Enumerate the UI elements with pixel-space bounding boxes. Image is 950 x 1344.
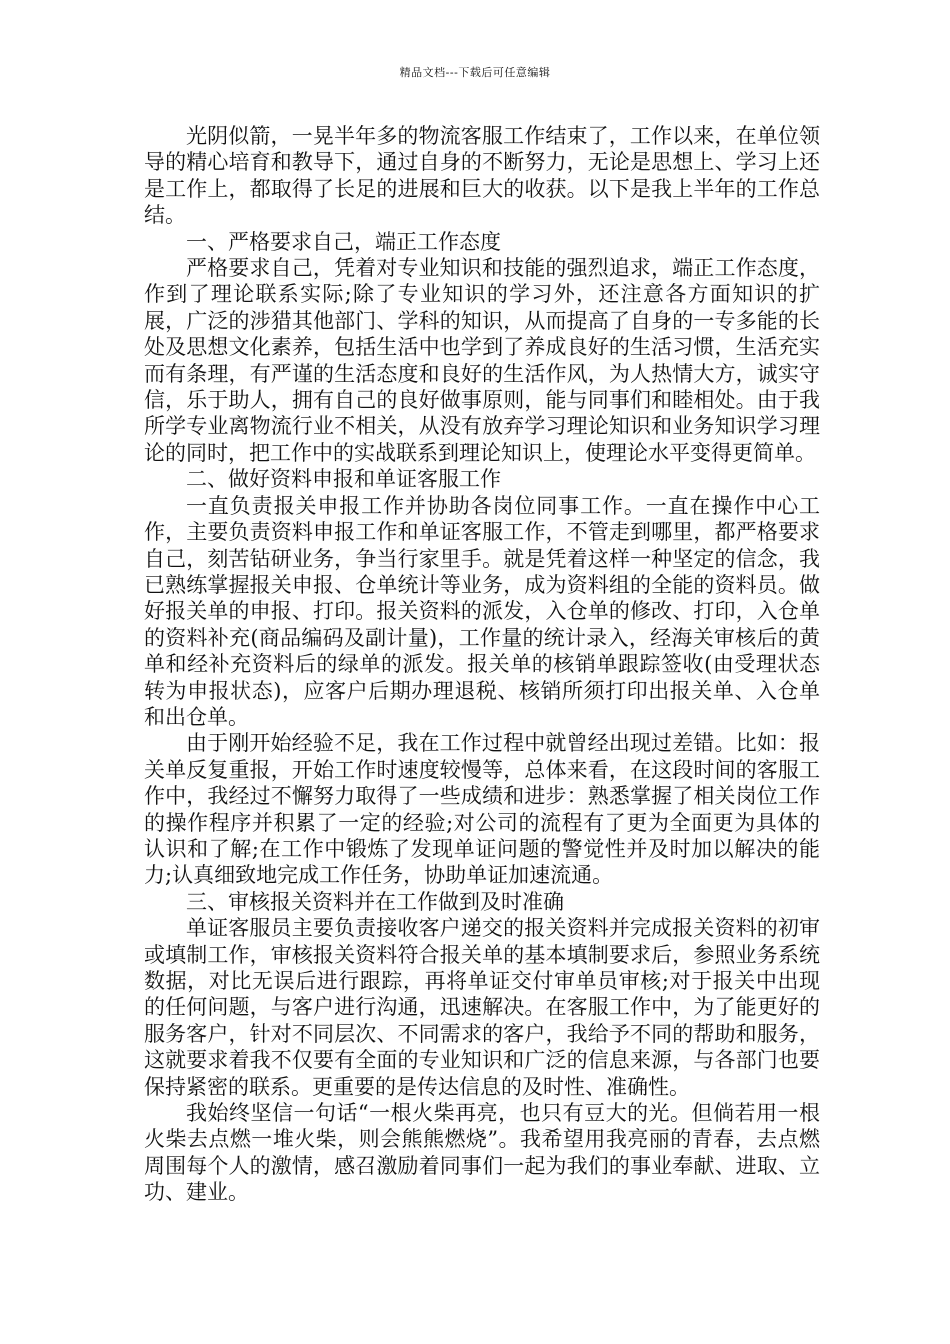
section-heading-3: 三、审核报关资料并在工作做到及时准确 [186, 889, 564, 914]
body-paragraph: 一直负责报关申报工作并协助各岗位同事工作。一直在操作中心工作，主要负责资料申报工作和单证客服工作，不管走到哪里，都严格要求自己，刻苦钻研业务，争当行家里手。就是凭着这样一种坚定的信念，我已熟练掌握报关申报、仓单统计等业务，成为资料组的全能的资料员。做好报关单的申报、打印。报关资料的派发，入仓单的修改、打印，入仓单的资料补充(商品编码及副计量)，工作量的统计录入，经海关审核后的黄单和经补充资料后的绿单的派发。报关单的核销单跟踪签收(由受理状态转为申报状态)，应客户后期办理退税、核销所须打印出报关单、入仓单和出仓单。 [144, 493, 820, 729]
body-paragraph: 单证客服员主要负责接收客户递交的报关资料并完成报关资料的初审或填制工作，审核报关资料符合报关单的基本填制要求后，参照业务系统数据，对比无误后进行跟踪，再将单证交付审单员审核;对于报关中出现的任何问题，与客户进行沟通，迅速解决。在客服工作中，为了能更好的服务客户，针对不同层次、不同需求的客户，我给予不同的帮助和服务，这就要求着我不仅要有全面的专业知识和广泛的信息来源，与各部门也要保持紧密的联系。更重要的是传达信息的及时性、准确性。 [144, 916, 820, 1099]
section-heading-2: 二、做好资料申报和单证客服工作 [186, 467, 501, 492]
closing-paragraph: 我始终坚信一句话“一根火柴再亮，也只有豆大的光。但倘若用一根火柴去点燃一堆火柴，则会熊熊燃烧”。我希望用我亮丽的青春，去点燃周围每个人的激情，感召激励着同事们一起为我们的事业奉献、进取、立功、建业。 [144, 1101, 820, 1205]
body-paragraph: 由于刚开始经验不足，我在工作过程中就曾经出现过差错。比如：报关单反复重报，开始工作时速度较慢等，总体来看，在这段时间的客服工作中，我经过不懈努力取得了一些成绩和进步：熟悉掌握了相关岗位工作的操作程序并积累了一定的经验;对公司的流程有了更为全面更为具体的认识和了解;在工作中锻炼了发现单证问题的警觉性并及时加以解决的能力;认真细致地完成工作任务，协助单证加速流通。 [144, 731, 820, 888]
section-heading-1: 一、严格要求自己，端正工作态度 [186, 229, 501, 254]
body-paragraph: 严格要求自己，凭着对专业知识和技能的强烈追求，端正工作态度，作到了理论联系实际;除了专业知识的学习外，还注意各方面知识的扩展，广泛的涉猎其他部门、学科的知识，从而提高了自身的一专多能的长处及思想文化素养，包括生活中也学到了养成良好的生活习惯，生活充实而有条理，有严谨的生活态度和良好的生活作风，为人热情大方，诚实守信，乐于助人，拥有自己的良好做事原则，能与同事们和睦相处。由于我所学专业离物流行业不相关，从没有放弃学习理论知识和业务知识学习理论的同时，把工作中的实战联系到理论知识上，使理论水平变得更简单。 [144, 256, 820, 465]
intro-paragraph: 光阴似箭，一晃半年多的物流客服工作结束了，工作以来，在单位领导的精心培育和教导下，通过自身的不断努力，无论是思想上、学习上还是工作上，都取得了长足的进展和巨大的收获。以下是我上半年的工作总结。 [144, 124, 820, 228]
document-body [144, 123, 820, 1206]
page-header: 精品文档---下载后可任意编辑 [399, 66, 551, 79]
